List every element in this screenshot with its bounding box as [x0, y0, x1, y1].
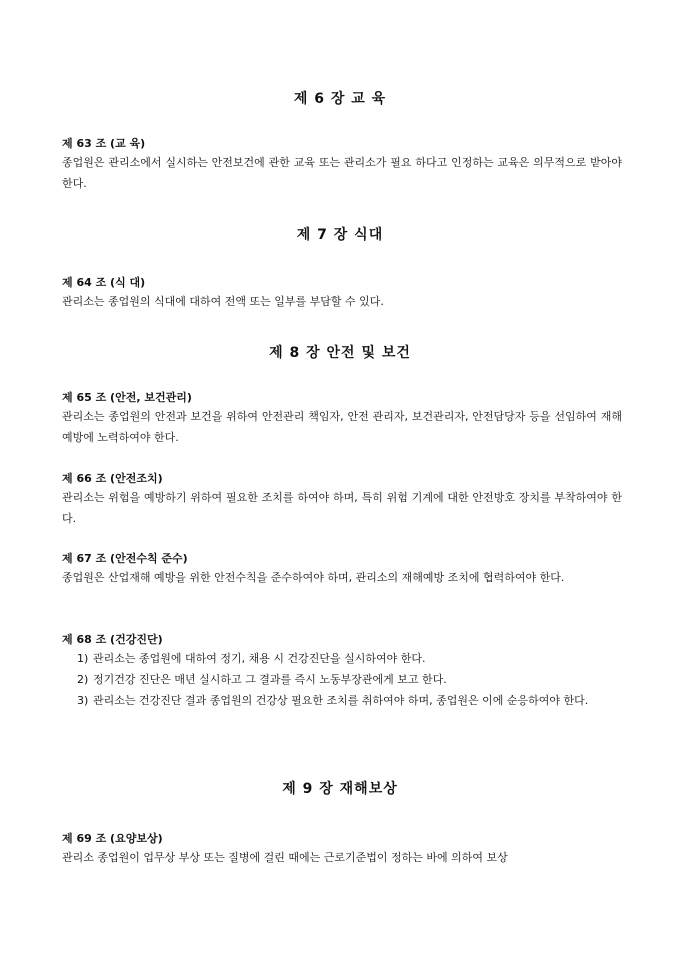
- article-69-title: 제 69 조 (요양보상): [62, 832, 163, 845]
- article-65-title: 제 65 조 (안전, 보건관리): [62, 391, 192, 404]
- article-64-title: 제 64 조 (식 대): [62, 276, 146, 289]
- article-68-list: [77, 648, 622, 711]
- list-item-number: 1): [77, 652, 89, 665]
- chapter-9-heading: 제 9 장 재해보상: [282, 781, 398, 797]
- article-63-title: 제 63 조 (교 육): [62, 137, 146, 150]
- list-item-text: 관리소는 건강진단 결과 종업원의 건강상 필요한 조치를 취하여야 하며, 종업원은 이에 순응하여야 한다.: [93, 694, 589, 707]
- article-69-text: 관리소 종업원이 업무상 부상 또는 질병에 걸린 때에는 근로기준법이 정하는 바에 의하여 보상: [62, 851, 508, 864]
- list-item-text: 관리소는 종업원에 대하여 정기, 채용 시 건강진단을 실시하여야 한다.: [93, 652, 426, 665]
- article-66-title: 제 66 조 (안전조치): [62, 472, 163, 485]
- chapter-8-heading: 제 8 장 안전 및 보건: [269, 345, 411, 361]
- list-item: [77, 669, 622, 690]
- article-65-text: 관리소는 종업원의 안전과 보건을 위하여 안전관리 책임자, 안전 관리자, 보건관리자, 안전담당자 등을 선임하여 재해예방에 노력하여야 한다.: [62, 410, 622, 444]
- list-item: [77, 648, 622, 669]
- list-item-number: 3): [77, 694, 89, 707]
- article-63-text: 종업원은 관리소에서 실시하는 안전보건에 관한 교육 또는 관리소가 필요 하다고 인정하는 교육은 의무적으로 받아야 한다.: [62, 156, 622, 190]
- list-item-text: 정기건강 진단은 매년 실시하고 그 결과를 즉시 노동부장관에게 보고 한다.: [93, 673, 447, 686]
- chapter-6-heading: 제 6 장 교 육: [293, 91, 387, 107]
- article-67-title: 제 67 조 (안전수칙 준수): [62, 552, 188, 565]
- list-item: [77, 690, 622, 711]
- article-67-text: 종업원은 산업재해 예방을 위한 안전수칙을 준수하여야 하며, 관리소의 재해예방 조치에 협력하여야 한다.: [62, 571, 565, 584]
- article-66-text: 관리소는 위험을 예방하기 위하여 필요한 조치를 하여야 하며, 특히 위험 기계에 대한 안전방호 장치를 부착하여야 한다.: [62, 491, 622, 525]
- article-68-title: 제 68 조 (건강진단): [62, 633, 163, 646]
- article-64-text: 관리소는 종업원의 식대에 대하여 전액 또는 일부를 부담할 수 있다.: [62, 295, 384, 308]
- chapter-7-heading: 제 7 장 식대: [296, 227, 384, 243]
- list-item-number: 2): [77, 673, 89, 686]
